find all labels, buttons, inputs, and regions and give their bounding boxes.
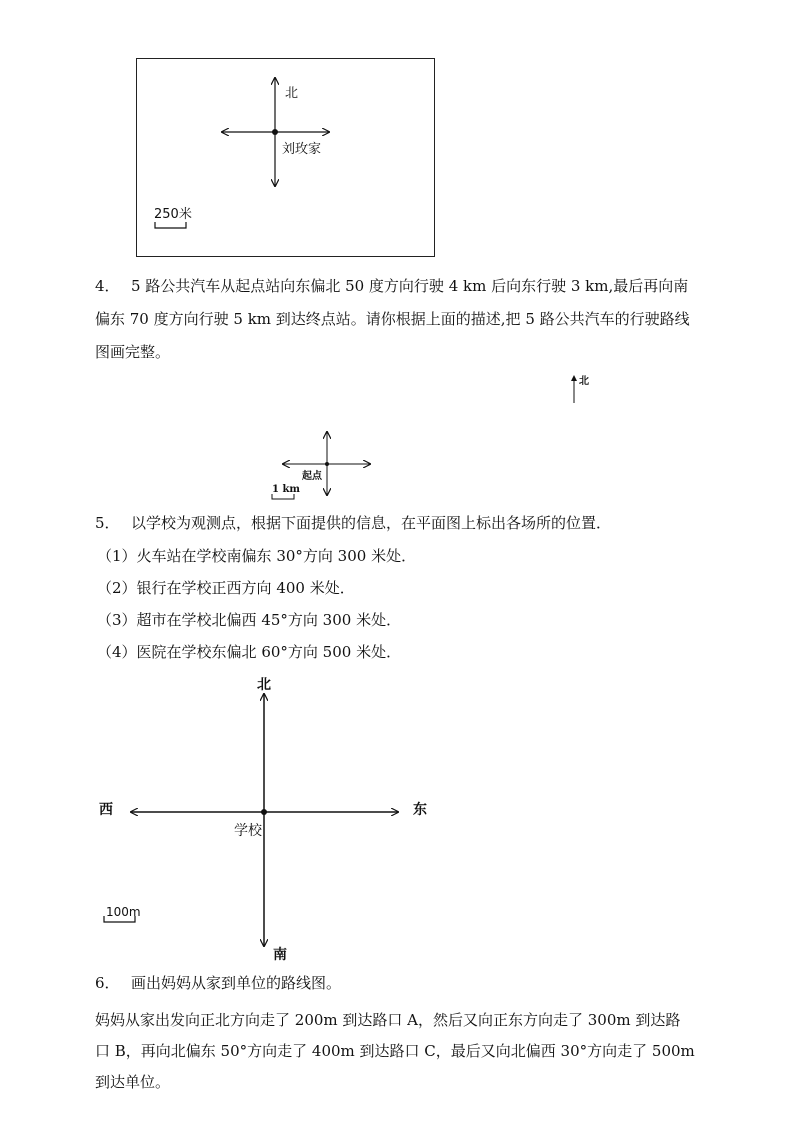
q5-intro: 以学校为观测点，根据下面提供的信息，在平面图上标出各场所的位置． xyxy=(131,514,612,532)
center-dot-1 xyxy=(272,129,278,135)
scale-label-1: 250米 xyxy=(154,207,192,222)
q5-item-1: （1）火车站在学校南偏东 30°方向 300 米处． xyxy=(97,547,417,565)
q6-line2: 口 B，再向北偏东 50°方向走了 400m 到达路口 C，最后又向北偏西 30°方向走了 500m xyxy=(95,1042,695,1060)
q6-line1: 妈妈从家出发向正北方向走了 200m 到达路口 A，然后又向正东方向走了 300m 到达路 xyxy=(95,1011,681,1029)
q5-north-label: 北 xyxy=(257,677,271,693)
q4-start-label: 起点 xyxy=(302,471,322,482)
q5-west-label: 西 xyxy=(99,802,113,818)
q6-line3: 到达单位。 xyxy=(95,1073,171,1091)
scale-bar-1 xyxy=(155,222,186,228)
north-label-1: 北 xyxy=(285,86,299,101)
q4-line2: 偏东 70 度方向行驶 5 km 到达终点站。请你根据上面的描述,把 5 路公共汽车的行驶路线 xyxy=(95,310,690,328)
q5-school-label: 学校 xyxy=(234,823,262,839)
q6-title: 画出妈妈从家到单位的路线图。 xyxy=(131,974,342,992)
q5-item-3: （3）超市在学校北偏西 45°方向 300 米处． xyxy=(97,611,402,629)
q5-item-2: （2）银行在学校正西方向 400 米处． xyxy=(97,579,355,597)
q6-number: 6． xyxy=(95,974,120,992)
q4-number: 4． xyxy=(95,277,120,295)
center-dot-q5 xyxy=(261,809,267,815)
q5-scale-label: 100m xyxy=(106,905,141,919)
north-arrow-q4-head xyxy=(571,375,577,381)
q4-scale-label: 1 km xyxy=(272,484,300,495)
q5-south-label: 南 xyxy=(273,947,287,963)
center-dot-q4 xyxy=(325,462,329,466)
home-label: 刘玫家 xyxy=(282,142,322,157)
q5-item-4: （4）医院在学校东偏北 60°方向 500 米处． xyxy=(97,643,402,661)
q4-line1: 5 路公共汽车从起点站向东偏北 50 度方向行驶 4 km 后向东行驶 3 km,最后再向南 xyxy=(131,277,689,295)
q5-number: 5． xyxy=(95,514,120,532)
q4-north-label: 北 xyxy=(579,376,589,387)
q4-line3: 图画完整。 xyxy=(95,343,171,361)
north-indicator-q4 xyxy=(571,375,577,403)
q5-east-label: 东 xyxy=(413,802,427,818)
